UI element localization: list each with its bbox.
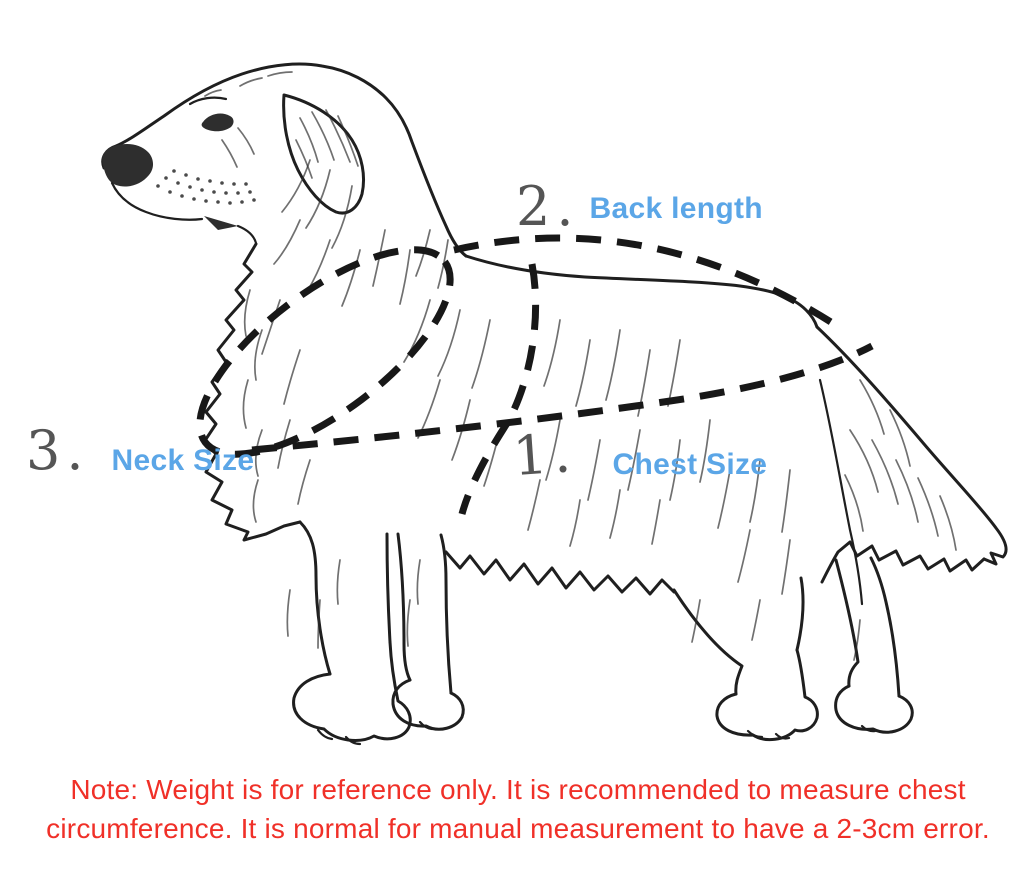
neck-size-number: 3. — [26, 419, 90, 482]
dog-illustration — [102, 64, 1006, 744]
note-text — [0, 770, 1036, 848]
muzzle-stipple — [156, 169, 256, 205]
ear — [284, 95, 364, 213]
note-line-2: circumference. It is normal for manual measurement to have a 2-3cm error. — [46, 813, 990, 844]
back-length-label: Back length — [589, 192, 763, 225]
eye — [202, 114, 234, 132]
chest-size-label: Chest Size — [612, 448, 768, 481]
nose — [102, 144, 153, 187]
note-line-1: Note: Weight is for reference only. It is recommended to measure chest — [70, 774, 966, 805]
label-chest-size — [510, 420, 768, 489]
neck-size-label: Neck Size — [111, 444, 255, 477]
tail — [817, 327, 1006, 564]
label-back-length — [516, 175, 763, 238]
chest-size-number: 1. — [510, 420, 579, 489]
back-length-number: 2. — [516, 175, 580, 238]
label-neck-size — [26, 419, 255, 482]
